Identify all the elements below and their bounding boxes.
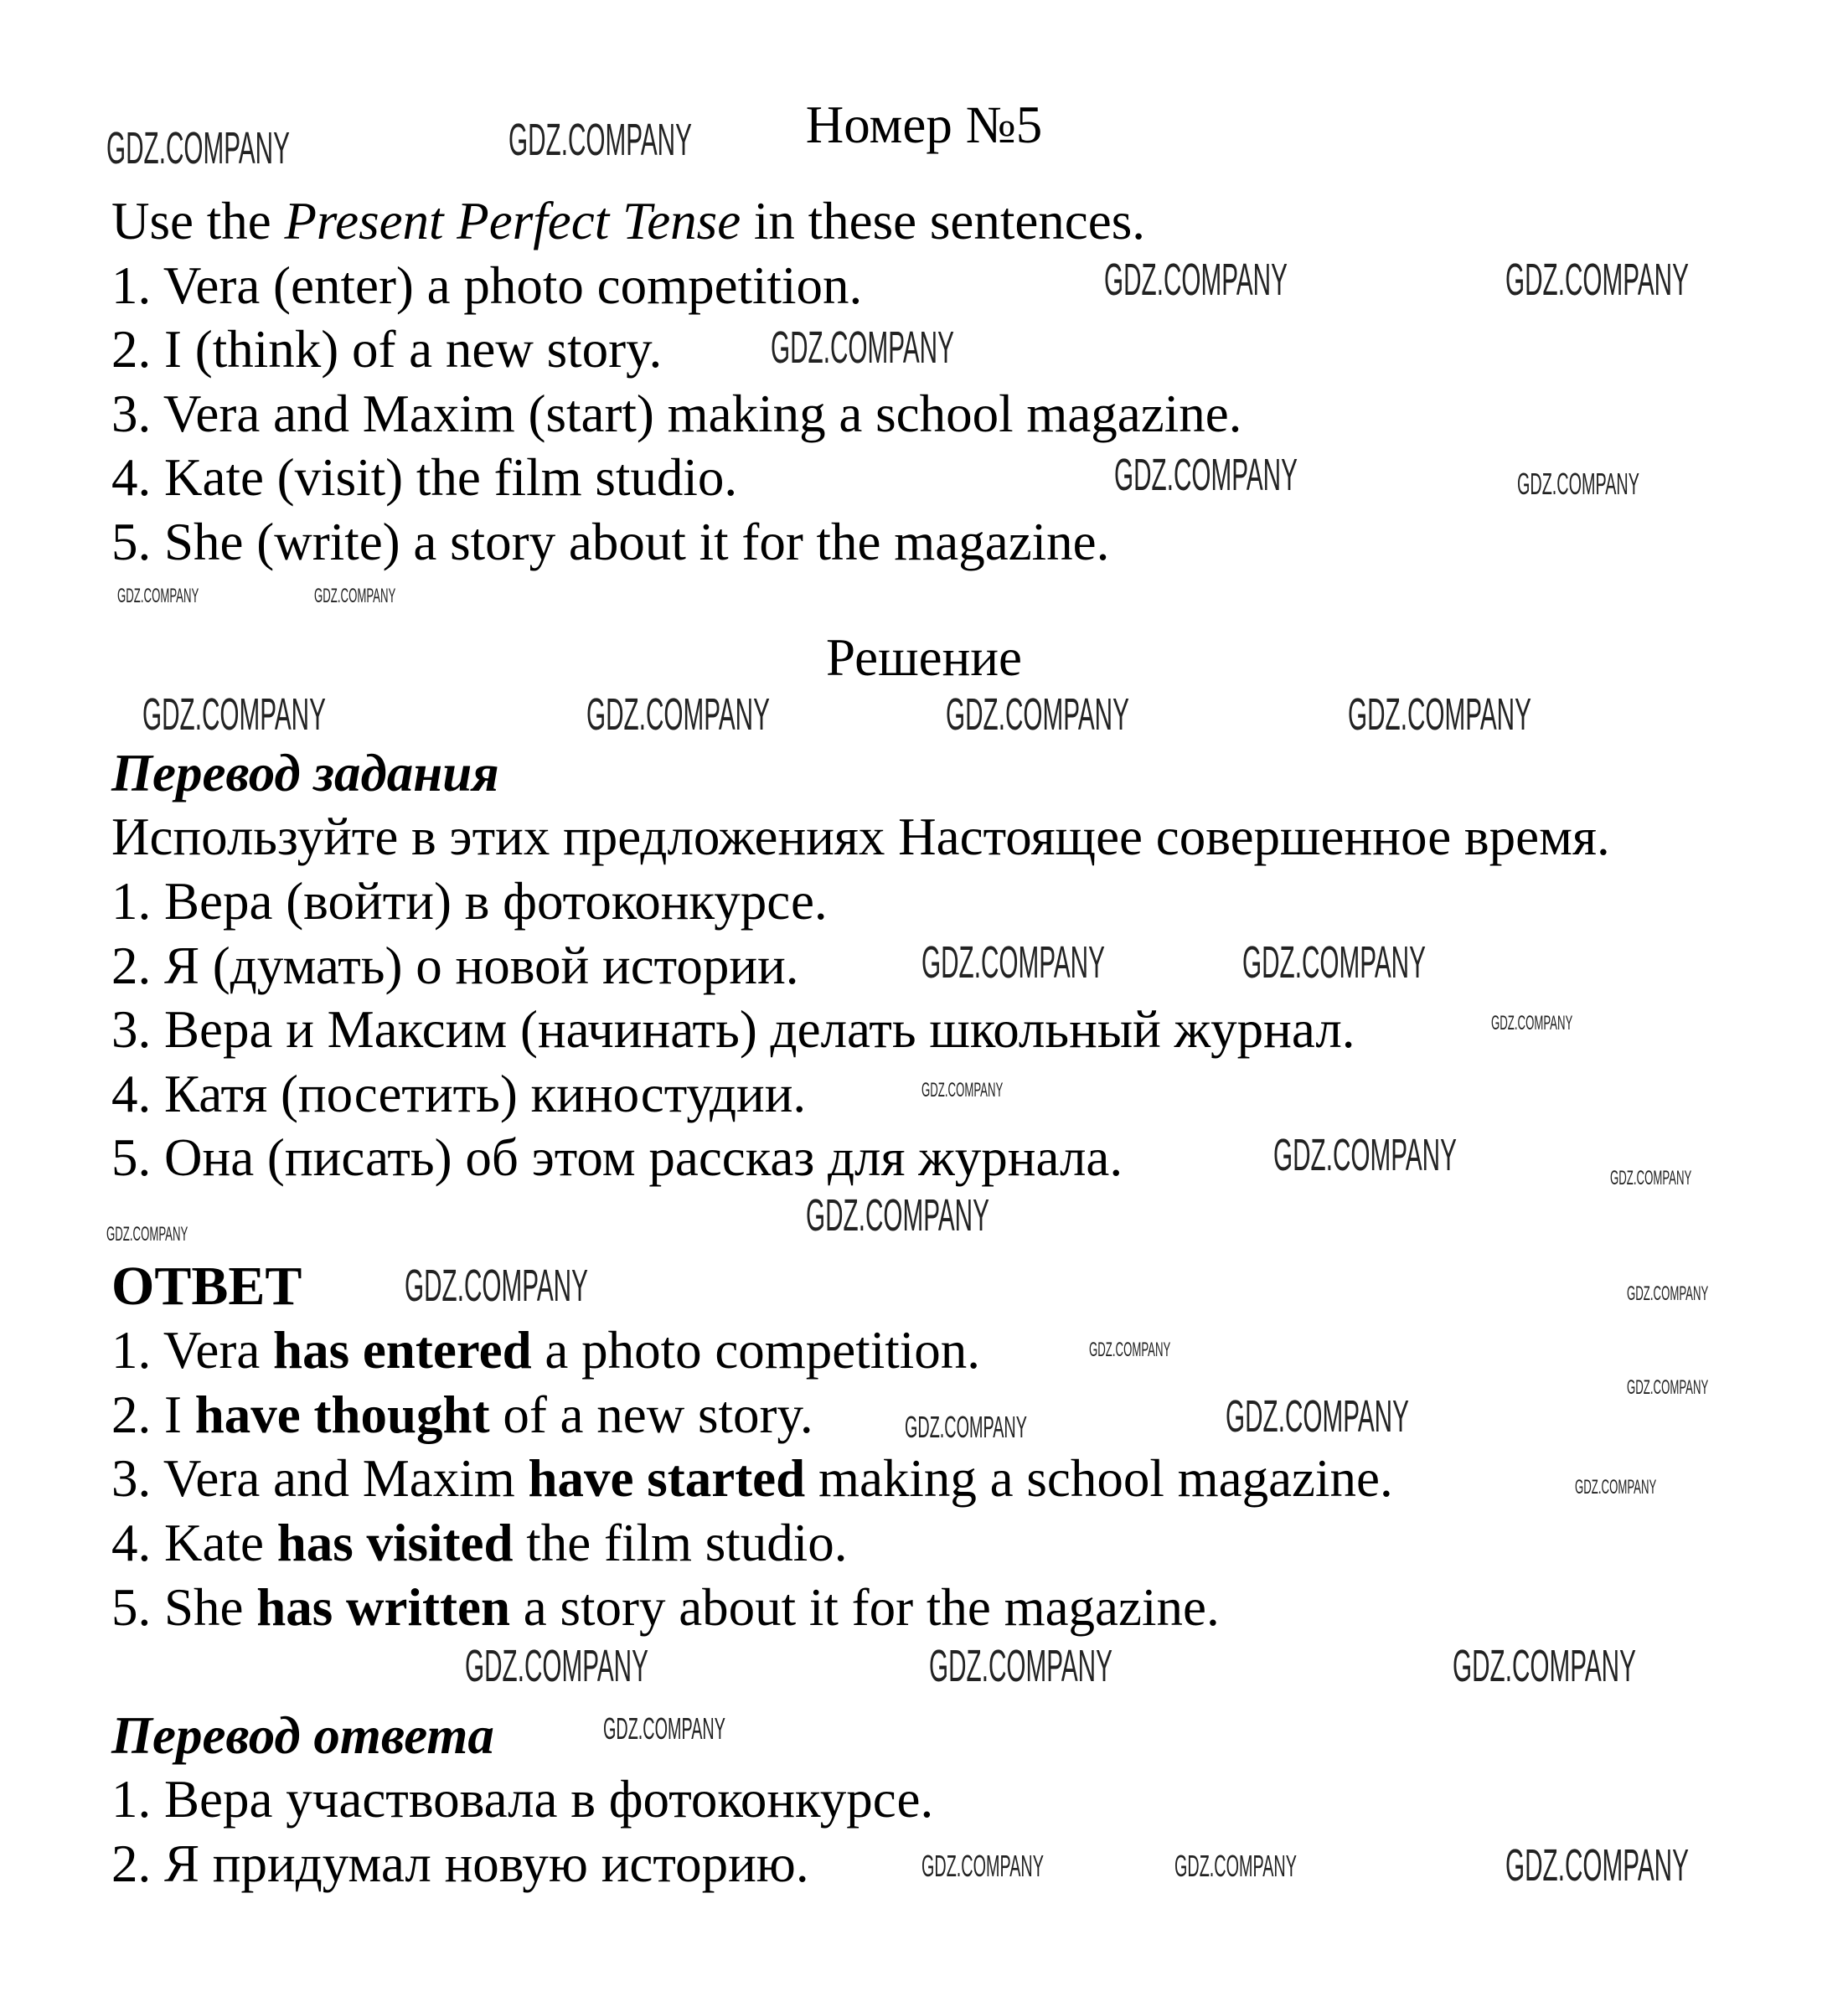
answer-pre: 1. Vera: [111, 1321, 274, 1380]
answer-pre: 5. She: [111, 1578, 257, 1637]
watermark: GDZ.COMPANY: [1089, 1339, 1171, 1361]
answer-verb: have thought: [194, 1385, 490, 1444]
task-item: 1. Vera (enter) a photo competition.: [111, 256, 863, 315]
answer-verb: has written: [256, 1578, 510, 1637]
answer-post: of a new story.: [489, 1385, 813, 1444]
intro-tense: Present Perfect Tense: [284, 192, 741, 250]
watermark: GDZ.COMPANY: [117, 585, 199, 607]
answer-post: a story about it for the magazine.: [509, 1578, 1220, 1637]
task-item: 5. She (write) a story about it for the magazine.: [111, 513, 1110, 571]
watermark: GDZ.COMPANY: [1575, 1476, 1657, 1499]
watermark: GDZ.COMPANY: [106, 1223, 188, 1246]
answer-post: the film studio.: [513, 1514, 848, 1572]
watermark: GDZ.COMPANY: [465, 1641, 648, 1691]
watermark: GDZ.COMPANY: [106, 123, 290, 173]
answer-pre: 3. Vera and Maxim: [111, 1449, 529, 1508]
answer-item: [111, 1385, 813, 1445]
watermark: GDZ.COMPANY: [405, 1261, 588, 1311]
answer-post: a photo competition.: [531, 1321, 981, 1380]
answer-item: [111, 1448, 1393, 1509]
watermark: GDZ.COMPANY: [921, 1079, 1004, 1101]
watermark: GDZ.COMPANY: [1505, 1840, 1689, 1891]
answer-post: making a school magazine.: [805, 1449, 1393, 1508]
answer-heading: ОТВЕТ: [111, 1256, 302, 1317]
watermark: GDZ.COMPANY: [603, 1711, 725, 1746]
answer-verb: has entered: [273, 1321, 532, 1380]
watermark: GDZ.COMPANY: [1453, 1641, 1636, 1691]
task-translation-item: 2. Я (думать) о новой истории.: [111, 936, 799, 995]
watermark: GDZ.COMPANY: [586, 689, 770, 740]
answer-item: [111, 1320, 980, 1380]
answer-pre: 4. Kate: [111, 1514, 277, 1572]
task-translation-item: 5. Она (писать) об этом рассказ для журнала.: [111, 1128, 1123, 1187]
watermark: GDZ.COMPANY: [771, 322, 954, 373]
watermark: GDZ.COMPANY: [1104, 255, 1288, 305]
watermark: GDZ.COMPANY: [1242, 937, 1426, 988]
watermark: GDZ.COMPANY: [1517, 467, 1639, 501]
task-item: 2. I (think) of a new story.: [111, 320, 663, 379]
watermark: GDZ.COMPANY: [1627, 1282, 1709, 1305]
task-item: 4. Kate (visit) the film studio.: [111, 448, 738, 507]
watermark: GDZ.COMPANY: [929, 1641, 1112, 1691]
watermark: GDZ.COMPANY: [905, 1410, 1027, 1444]
task-translation-item: 1. Вера (войти) в фотоконкурсе.: [111, 872, 828, 931]
answer-pre: 2. I: [111, 1385, 195, 1444]
answer-verb: has visited: [276, 1514, 514, 1572]
watermark: GDZ.COMPANY: [1273, 1130, 1457, 1180]
answer-item: [111, 1513, 847, 1573]
answer-translation-item: 1. Вера участвовала в фотоконкурсе.: [111, 1770, 934, 1829]
task-translation-intro: Используйте в этих предложениях Настоящее совершенное время.: [111, 807, 1610, 866]
answer-verb: have started: [528, 1449, 806, 1508]
watermark: GDZ.COMPANY: [1610, 1167, 1692, 1189]
watermark: GDZ.COMPANY: [1348, 689, 1531, 740]
intro-post: in these sentences.: [741, 192, 1145, 250]
page-title: Номер №5: [805, 95, 1043, 154]
watermark: GDZ.COMPANY: [314, 585, 396, 607]
task-intro: [111, 191, 1145, 251]
task-translation-item: 3. Вера и Максим (начинать) делать школьный журнал.: [111, 1000, 1355, 1059]
solution-heading: Решение: [825, 628, 1023, 687]
task-translation-heading: Перевод задания: [111, 744, 499, 802]
watermark: GDZ.COMPANY: [921, 937, 1105, 988]
answer-translation-item: 2. Я придумал новую историю.: [111, 1834, 809, 1893]
watermark: GDZ.COMPANY: [921, 1849, 1044, 1883]
watermark: GDZ.COMPANY: [1627, 1376, 1709, 1399]
answer-item: [111, 1577, 1220, 1638]
watermark: GDZ.COMPANY: [1491, 1012, 1573, 1034]
watermark: GDZ.COMPANY: [1505, 255, 1689, 305]
task-item: 3. Vera and Maxim (start) making a school magazine.: [111, 384, 1242, 443]
watermark: GDZ.COMPANY: [946, 689, 1129, 740]
watermark: GDZ.COMPANY: [1114, 450, 1298, 500]
watermark: GDZ.COMPANY: [1174, 1849, 1297, 1883]
watermark: GDZ.COMPANY: [806, 1190, 989, 1241]
task-translation-item: 4. Катя (посетить) киностудии.: [111, 1065, 807, 1123]
watermark: GDZ.COMPANY: [142, 689, 326, 740]
watermark: GDZ.COMPANY: [1226, 1391, 1409, 1442]
watermark: GDZ.COMPANY: [508, 115, 692, 165]
answer-translation-heading: Перевод ответа: [111, 1706, 494, 1765]
intro-pre: Use the: [111, 192, 285, 250]
